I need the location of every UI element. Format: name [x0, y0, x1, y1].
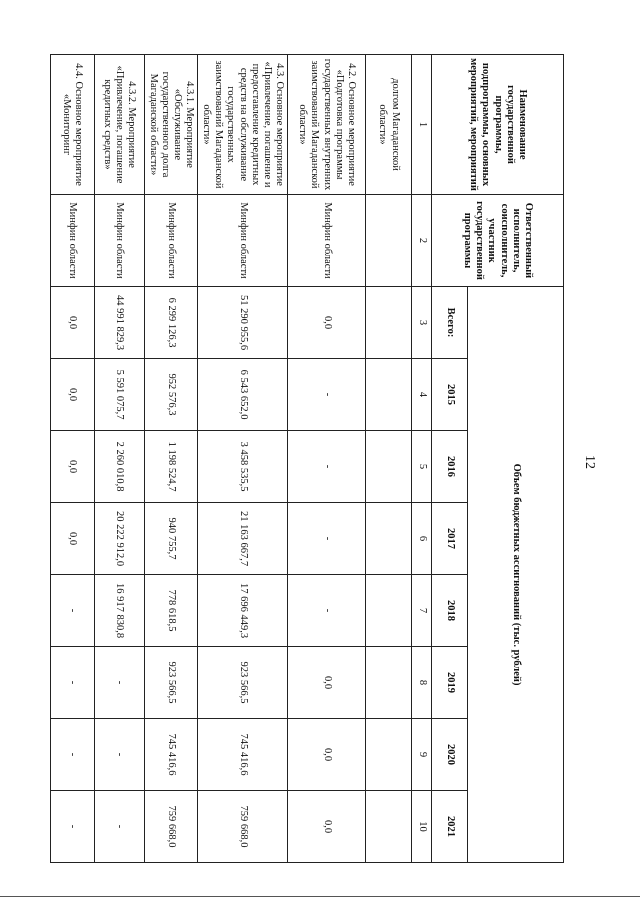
row-value-2020: 745 416,6: [198, 719, 288, 791]
row-value-2020: -: [50, 719, 94, 791]
row-value-2016: -: [288, 431, 366, 503]
row-value-2019: 923 566,5: [144, 647, 197, 719]
row-value-2016: 2 260 010,8: [94, 431, 144, 503]
table-row: [50, 55, 94, 863]
row-value-2019: -: [94, 647, 144, 719]
table-row: [366, 55, 412, 863]
col-number-1: 1: [412, 55, 432, 195]
row-value-2021: 759 668,0: [198, 791, 288, 863]
row-value-2015: 5 591 075,7: [94, 359, 144, 431]
col-number-5: 5: [412, 431, 432, 503]
row-value-2018: -: [50, 575, 94, 647]
header-year-2021: 2021: [432, 791, 468, 863]
row-value-2018: 16 917 830,8: [94, 575, 144, 647]
col-number-10: 10: [412, 791, 432, 863]
row-name: 4.2. Основное мероприятие «Подготовка программы государственных внутренних заимствований Магаданской области»: [288, 55, 366, 195]
row-value-2020: [366, 719, 412, 791]
row-value-2016: 3 458 535,5: [198, 431, 288, 503]
col-number-2: 2: [412, 195, 432, 287]
row-value-2015: -: [288, 359, 366, 431]
col-number-8: 8: [412, 647, 432, 719]
row-name: долгом Магаданской области»: [366, 55, 412, 195]
row-value-2018: 17 696 449,3: [198, 575, 288, 647]
header-year-2019: 2019: [432, 647, 468, 719]
row-value-2016: [366, 431, 412, 503]
row-value-total: 51 290 955,6: [198, 287, 288, 359]
row-value-2017: 940 755,7: [144, 503, 197, 575]
row-value-2015: 952 576,3: [144, 359, 197, 431]
row-value-2019: 0,0: [288, 647, 366, 719]
row-value-2019: -: [50, 647, 94, 719]
row-value-2017: -: [288, 503, 366, 575]
header-budget-group: Объем бюджетных ассигнований (тыс. рублей): [468, 287, 564, 863]
bottom-rule: [0, 896, 640, 897]
header-year-2016: 2016: [432, 431, 468, 503]
header-year-2020: 2020: [432, 719, 468, 791]
row-value-2017: 0,0: [50, 503, 94, 575]
row-value-2019: 923 566,5: [198, 647, 288, 719]
row-executor: Минфин области: [288, 195, 366, 287]
page-number: 12: [582, 455, 597, 469]
header-year-2015: 2015: [432, 359, 468, 431]
row-value-2015: 0,0: [50, 359, 94, 431]
header-year-2017: 2017: [432, 503, 468, 575]
row-value-2020: -: [94, 719, 144, 791]
row-name: 4.3. Основное мероприятие «Привлечение, погашение и предоставление кредитных средств на обслуживание государственных заимствований Магаданской области»: [198, 55, 288, 195]
row-value-total: 0,0: [288, 287, 366, 359]
row-value-2020: 745 416,6: [144, 719, 197, 791]
header-total: Всего:: [432, 287, 468, 359]
row-value-total: [366, 287, 412, 359]
col-number-7: 7: [412, 575, 432, 647]
row-value-total: 6 299 126,3: [144, 287, 197, 359]
row-executor: Минфин области: [144, 195, 197, 287]
row-value-total: 0,0: [50, 287, 94, 359]
row-value-2021: 0,0: [288, 791, 366, 863]
table-row: [94, 55, 144, 863]
row-value-2015: [366, 359, 412, 431]
row-executor: Минфин области: [50, 195, 94, 287]
row-value-2016: 1 198 524,7: [144, 431, 197, 503]
row-name: 4.3.1. Мероприятие «Обслуживание государственного долга Магаданской области»: [144, 55, 197, 195]
header-program-name: Наименование государственной программы, подпрограммы, основных мероприятий, мероприятий: [432, 55, 564, 195]
rotated-table-wrapper: [50, 54, 564, 862]
row-value-2017: 21 163 667,7: [198, 503, 288, 575]
row-name: 4.4. Основное мероприятие «Мониторинг: [50, 55, 94, 195]
budget-table: [50, 54, 564, 863]
table-row: [144, 55, 197, 863]
row-value-2021: [366, 791, 412, 863]
row-executor: Минфин области: [198, 195, 288, 287]
row-value-2016: 0,0: [50, 431, 94, 503]
col-number-9: 9: [412, 719, 432, 791]
row-executor: [366, 195, 412, 287]
col-number-4: 4: [412, 359, 432, 431]
row-value-2021: 759 668,0: [144, 791, 197, 863]
table-row: [198, 55, 288, 863]
row-value-2021: -: [94, 791, 144, 863]
header-year-2018: 2018: [432, 575, 468, 647]
col-number-6: 6: [412, 503, 432, 575]
row-value-2015: 6 543 652,0: [198, 359, 288, 431]
row-value-2019: [366, 647, 412, 719]
row-value-2021: -: [50, 791, 94, 863]
row-value-2018: -: [288, 575, 366, 647]
row-executor: Минфин области: [94, 195, 144, 287]
row-value-2018: [366, 575, 412, 647]
row-value-2017: 20 222 912,0: [94, 503, 144, 575]
row-value-2018: 778 618,5: [144, 575, 197, 647]
row-value-2020: 0,0: [288, 719, 366, 791]
row-value-2017: [366, 503, 412, 575]
col-number-3: 3: [412, 287, 432, 359]
header-executor: Ответственный исполнитель, соисполнитель, участник государственной программы: [432, 195, 564, 287]
row-name: 4.3.2. Мероприятие «Привлечение, погашение кредитных средств»: [94, 55, 144, 195]
table-row: [288, 55, 366, 863]
row-value-total: 44 991 829,3: [94, 287, 144, 359]
